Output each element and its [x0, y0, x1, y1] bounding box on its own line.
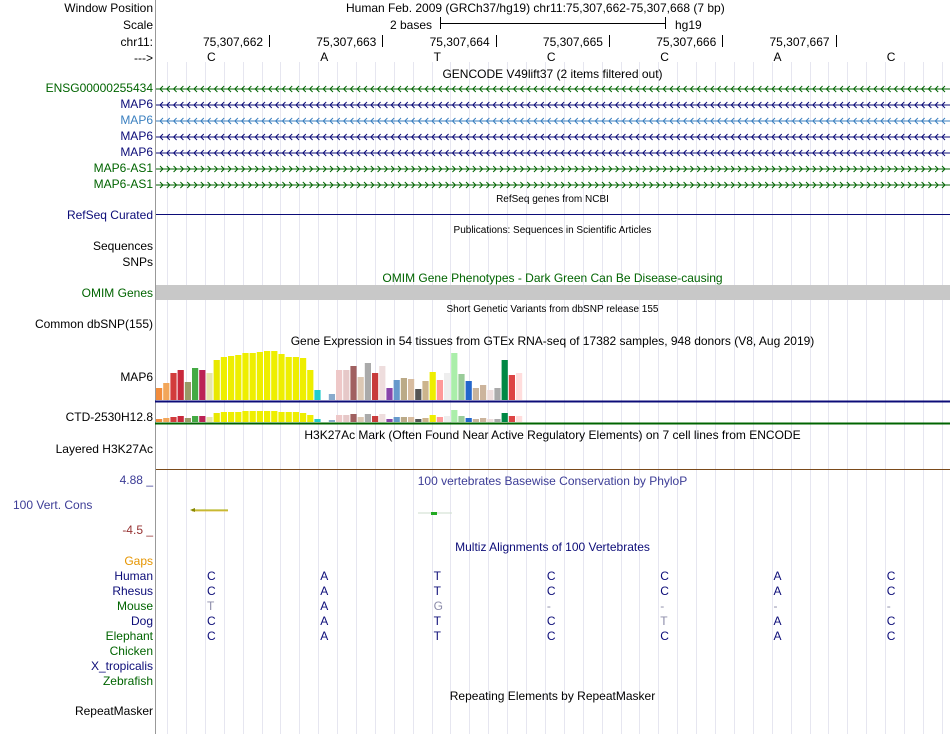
alignment-base: T	[433, 629, 441, 643]
gtex-bar-gene2	[264, 411, 270, 422]
refseq-label[interactable]: RefSeq Curated	[66, 208, 153, 222]
gtex-bar-gene2	[221, 412, 227, 422]
gtex-bar-gene2	[214, 413, 220, 422]
sequences-label[interactable]: Sequences	[92, 239, 153, 253]
alignment-base: -	[660, 599, 665, 613]
alignment-base: T	[207, 599, 215, 613]
alignment-base: A	[320, 584, 329, 598]
multiz-title[interactable]: Multiz Alignments of 100 Vertebrates	[455, 540, 650, 554]
gtex-bar-gene1	[422, 381, 428, 400]
cons-max-label: 4.88 _	[119, 473, 153, 487]
gtex-bar-gene1	[480, 385, 486, 400]
gtex-bar-gene1	[307, 370, 313, 400]
gtex-bar-gene2	[415, 419, 421, 422]
gtex-bar-gene1	[314, 390, 320, 400]
scale-label: Scale	[122, 18, 153, 32]
gtex-bar-gene1	[437, 380, 443, 400]
gencode-transcript-line[interactable]	[156, 164, 950, 174]
species-label[interactable]: Zebrafish	[102, 674, 153, 688]
ruler-tick	[609, 35, 610, 47]
alignment-base: T	[433, 569, 441, 583]
gtex-bar-gene1	[372, 373, 378, 400]
omim-label[interactable]: OMIM Genes	[81, 286, 153, 300]
gtex-bar-gene1	[494, 388, 500, 400]
gtex-bar-gene2	[372, 416, 378, 422]
gencode-transcript-line[interactable]	[156, 100, 950, 110]
ruler-tick	[836, 35, 837, 47]
gtex-expression-chart[interactable]	[155, 345, 950, 425]
gtex-bar-gene1	[214, 360, 220, 400]
gtex-bar-gene2	[156, 419, 162, 422]
gencode-track-label[interactable]: MAP6	[120, 97, 153, 111]
ruler-tick	[269, 35, 270, 47]
gtex-bar-gene1	[156, 388, 162, 400]
ruler-position: 75,307,666	[656, 35, 717, 49]
gencode-track-label[interactable]: MAP6	[120, 113, 153, 127]
omim-title[interactable]: OMIM Gene Phenotypes - Dark Green Can Be Disease-causing	[382, 271, 723, 285]
snps-label[interactable]: SNPs	[122, 255, 153, 269]
gencode-track-label[interactable]: MAP6-AS1	[93, 177, 153, 191]
gtex-bar-gene2	[206, 417, 212, 422]
h3k27ac-label[interactable]: Layered H3K27Ac	[55, 442, 153, 456]
gencode-track-label[interactable]: MAP6	[120, 145, 153, 159]
alignment-base: C	[546, 584, 556, 598]
alignment-base: A	[773, 629, 782, 643]
alignment-base: A	[320, 569, 329, 583]
alignment-base: A	[320, 629, 329, 643]
gtex-bar-gene2	[307, 415, 313, 422]
h3k27ac-line[interactable]	[156, 469, 950, 470]
gtex-bar-gene1	[516, 373, 522, 400]
gtex-bar-gene2	[358, 417, 364, 422]
chromosome-label: chr11:	[120, 35, 153, 49]
gtex-title[interactable]: Gene Expression in 54 tissues from GTEx RNA-seq of 17382 samples, 948 donors (V8, Aug 2019)	[290, 334, 815, 348]
gtex-bar-gene2	[257, 411, 263, 422]
gtex-bar-gene1	[278, 354, 284, 400]
gtex-bar-gene1	[386, 388, 392, 400]
gtex-bar-gene2	[314, 419, 320, 422]
alignment-base: C	[546, 569, 556, 583]
gtex-bar-gene2	[509, 416, 515, 422]
gtex-bar-gene1	[206, 373, 212, 400]
gtex-bar-gene1	[221, 357, 227, 400]
gtex-bar-gene2	[286, 412, 292, 422]
scale-bar	[440, 17, 666, 29]
species-label[interactable]: Dog	[130, 614, 153, 628]
reference-base: C	[546, 50, 556, 64]
alignment-base: C	[546, 629, 556, 643]
window-position-value: Human Feb. 2009 (GRCh37/hg19) chr11:75,307,662-75,307,668 (7 bp)	[346, 1, 725, 15]
gtex-bar-gene2	[466, 418, 472, 422]
gtex-bar-gene1	[458, 374, 464, 400]
species-label[interactable]: Human	[114, 569, 153, 583]
gtex-bar-gene1	[293, 357, 299, 400]
gtex-bar-gene2	[350, 414, 356, 422]
gtex-bar-gene1	[358, 377, 364, 400]
gtex-bar-gene2	[379, 414, 385, 422]
refseq-line[interactable]	[156, 214, 950, 215]
species-label[interactable]: Mouse	[116, 599, 153, 613]
dbsnp-label[interactable]: Common dbSNP(155)	[34, 317, 153, 331]
gtex-gene2-label[interactable]: CTD-2530H12.8	[65, 410, 153, 424]
gtex-bar-gene2	[437, 417, 443, 422]
gtex-bar-gene2	[185, 418, 191, 422]
gtex-gene1-label[interactable]: MAP6	[120, 370, 153, 384]
gtex-bar-gene1	[343, 370, 349, 400]
gtex-bar-gene1	[502, 360, 508, 400]
gtex-bar-gene2	[386, 419, 392, 422]
gtex-bar-gene1	[192, 368, 198, 400]
gtex-bar-gene2	[516, 416, 522, 422]
gtex-bar-gene1	[350, 366, 356, 400]
gtex-bar-gene1	[271, 351, 277, 400]
gtex-bar-gene2	[494, 419, 500, 422]
species-label[interactable]: Chicken	[109, 644, 153, 658]
gtex-bar-gene1	[185, 382, 191, 400]
alignment-base: -	[886, 599, 891, 613]
omim-bar[interactable]	[156, 285, 950, 300]
gencode-track-label[interactable]: MAP6-AS1	[93, 161, 153, 175]
gtex-bar-gene1	[250, 353, 256, 400]
window-position-label: Window Position	[64, 1, 153, 15]
cons-min-label: -4.5 _	[122, 523, 153, 537]
ruler-tick	[382, 35, 383, 47]
alignment-base: C	[660, 584, 669, 598]
ruler-position: 75,307,663	[316, 35, 377, 49]
gtex-bar-gene1	[264, 351, 270, 400]
species-label[interactable]: Rhesus	[112, 584, 153, 598]
alignment-base: A	[773, 614, 782, 628]
repeatmasker-title[interactable]: Repeating Elements by RepeatMasker	[449, 689, 656, 703]
alignment-base: C	[886, 629, 896, 643]
dbsnp-title[interactable]: Short Genetic Variants from dbSNP release 155	[446, 304, 659, 315]
repeatmasker-label[interactable]: RepeatMasker	[74, 704, 153, 718]
gaps-label[interactable]: Gaps	[124, 554, 153, 568]
gtex-bar-gene2	[451, 410, 457, 422]
refseq-title[interactable]: RefSeq genes from NCBI	[496, 194, 609, 205]
reference-base: T	[433, 50, 441, 64]
species-label[interactable]: X_tropicalis	[90, 659, 153, 673]
reference-base: C	[660, 50, 669, 64]
alignment-base: A	[773, 584, 782, 598]
alignment-base: C	[207, 614, 216, 628]
ruler-tick	[722, 35, 723, 47]
gtex-bar-gene2	[178, 416, 184, 422]
alignment-base: T	[660, 614, 668, 628]
gtex-bar-gene2	[250, 411, 256, 422]
strand-arrow: --->	[134, 51, 153, 65]
gtex-bar-gene1	[257, 352, 263, 400]
gtex-bar-gene2	[365, 414, 371, 422]
gtex-bar-gene1	[286, 357, 292, 400]
gtex-bar-gene2	[473, 419, 479, 422]
gtex-bar-gene2	[271, 411, 277, 422]
gtex-bar-gene1	[163, 383, 169, 400]
alignment-base: T	[433, 614, 441, 628]
alignment-base: G	[433, 599, 443, 613]
alignment-base: C	[886, 584, 896, 598]
alignment-base: C	[207, 584, 216, 598]
gtex-bar-gene1	[487, 390, 493, 400]
gtex-bar-gene2	[242, 411, 248, 422]
gtex-bar-gene1	[451, 353, 457, 400]
gtex-bar-gene2	[278, 412, 284, 422]
publications-title[interactable]: Publications: Sequences in Scientific Articles	[453, 225, 652, 236]
alignment-base: A	[773, 569, 782, 583]
gtex-bar-gene1	[329, 394, 335, 400]
gencode-transcript-line[interactable]	[156, 116, 950, 126]
alignment-base: -	[773, 599, 778, 613]
h3k27ac-title[interactable]: H3K27Ac Mark (Often Found Near Active Regulatory Elements) on 7 cell lines from ENCODE	[304, 428, 801, 442]
gencode-transcript-line[interactable]	[156, 84, 950, 94]
gencode-transcript-line[interactable]	[156, 132, 950, 142]
gtex-bar-gene1	[199, 370, 205, 400]
gtex-bar-gene2	[163, 418, 169, 422]
gtex-bar-gene2	[170, 417, 176, 422]
alignment-base: C	[207, 629, 216, 643]
gtex-bar-gene1	[408, 379, 414, 400]
gtex-bar-gene2	[480, 418, 486, 422]
reference-base: A	[773, 50, 782, 64]
gencode-track-label[interactable]: ENSG00000255434	[45, 81, 153, 95]
gtex-bar-gene1	[300, 358, 306, 400]
gtex-bar-gene1	[473, 388, 479, 400]
gtex-bar-gene1	[178, 370, 184, 400]
gtex-bar-gene1	[242, 353, 248, 400]
gtex-bar-gene1	[394, 380, 400, 400]
ruler-position: 75,307,667	[769, 35, 830, 49]
alignment-base: A	[320, 614, 329, 628]
gencode-transcript-line[interactable]	[156, 148, 950, 158]
gtex-bar-gene1	[336, 370, 342, 400]
alignment-base: A	[320, 599, 329, 613]
alignment-base: C	[886, 614, 896, 628]
gtex-bar-gene1	[235, 355, 241, 400]
gtex-bar-gene1	[430, 372, 436, 400]
reference-base: C	[207, 50, 216, 64]
alignment-base: -	[546, 599, 551, 613]
ruler-tick	[496, 35, 497, 47]
gtex-bar-gene2	[343, 415, 349, 422]
gtex-bar-gene2	[401, 417, 407, 422]
gtex-bar-gene2	[199, 416, 205, 422]
alignment-base: C	[660, 569, 669, 583]
gtex-bar-gene1	[228, 356, 234, 400]
scale-value: 2 bases	[390, 18, 433, 32]
gtex-bar-gene2	[394, 417, 400, 422]
gtex-bar-gene2	[300, 413, 306, 422]
gtex-bar-gene1	[466, 381, 472, 400]
ruler-position: 75,307,662	[203, 35, 264, 49]
gtex-bar-gene1	[170, 373, 176, 400]
alignment-base: C	[886, 569, 896, 583]
gtex-bar-gene2	[502, 413, 508, 422]
reference-base: C	[886, 50, 896, 64]
cons-label[interactable]: 100 Vert. Cons	[13, 498, 93, 512]
gtex-bar-gene1	[379, 366, 385, 400]
gtex-bar-gene2	[329, 420, 335, 422]
alignment-base: C	[660, 629, 669, 643]
gtex-bar-gene1	[401, 378, 407, 400]
gtex-bar-gene2	[444, 416, 450, 422]
gtex-bar-gene2	[235, 412, 241, 422]
gencode-title[interactable]: GENCODE V49lift37 (2 items filtered out)	[442, 67, 663, 81]
scale-assembly: hg19	[675, 18, 702, 32]
cons-title[interactable]: 100 vertebrates Basewise Conservation by PhyloP	[417, 474, 688, 488]
cons-signal[interactable]	[155, 504, 950, 520]
reference-base: A	[320, 50, 329, 64]
gtex-bar-gene1	[365, 363, 371, 400]
gtex-bar-gene2	[430, 415, 436, 422]
gtex-bar-gene2	[487, 419, 493, 422]
gencode-transcript-line[interactable]	[156, 180, 950, 190]
gtex-bar-gene2	[458, 416, 464, 422]
alignment-base: C	[546, 614, 556, 628]
gtex-bar-gene2	[422, 418, 428, 422]
gtex-bar-gene2	[228, 412, 234, 422]
ruler-position: 75,307,664	[429, 35, 490, 49]
gtex-bar-gene2	[336, 415, 342, 422]
gtex-bar-gene1	[444, 373, 450, 400]
species-label[interactable]: Elephant	[105, 629, 153, 643]
gencode-track-label[interactable]: MAP6	[120, 129, 153, 143]
gtex-bar-gene2	[192, 416, 198, 422]
gtex-bar-gene2	[408, 417, 414, 422]
alignment-base: C	[207, 569, 216, 583]
gtex-bar-gene1	[509, 375, 515, 400]
ruler-position: 75,307,665	[542, 35, 603, 49]
alignment-base: T	[433, 584, 441, 598]
gtex-bar-gene2	[293, 412, 299, 422]
gtex-bar-gene1	[415, 389, 421, 400]
